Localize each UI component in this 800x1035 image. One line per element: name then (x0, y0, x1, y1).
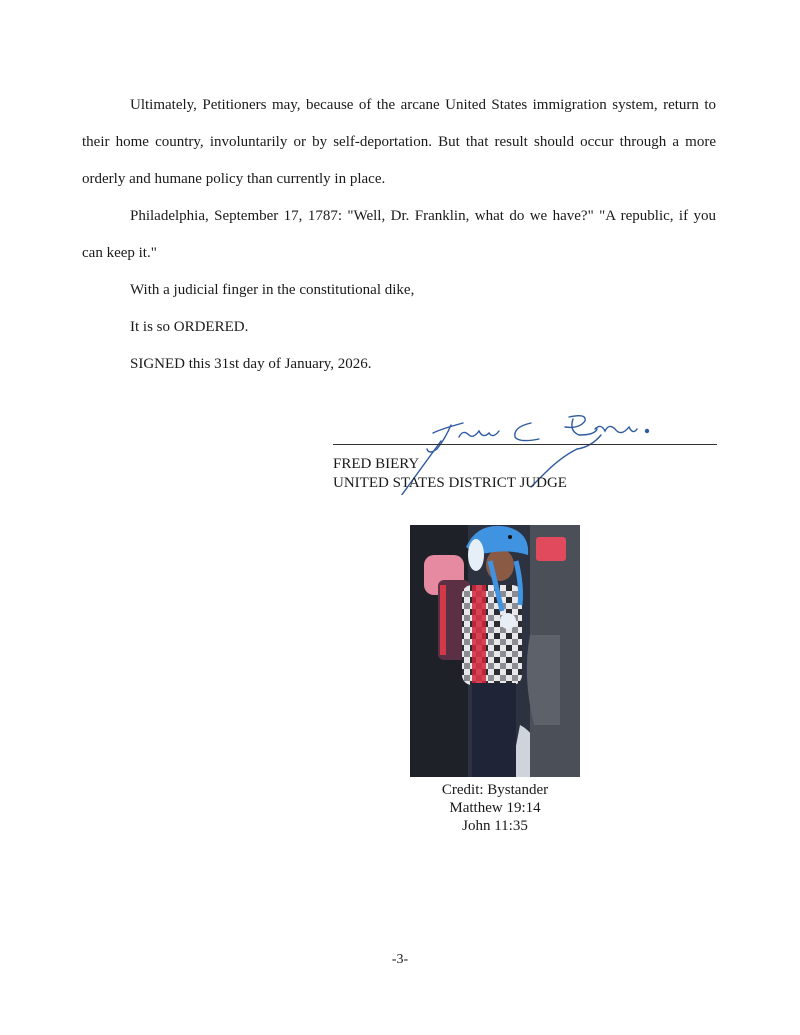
signed-date-line: SIGNED this 31st day of January, 2026. (130, 356, 372, 372)
judicial-finger-line: With a judicial finger in the constitutional dike, (130, 282, 415, 298)
bible-verse-matthew: Matthew 19:14 (449, 800, 541, 816)
judge-name: FRED BIERY (333, 456, 420, 472)
judge-title: UNITED STATES DISTRICT JUDGE (333, 475, 567, 491)
page-number: -3- (391, 952, 409, 967)
ordered-line: It is so ORDERED. (130, 319, 249, 335)
child-photo (410, 525, 580, 777)
closing-paragraph: Ultimately, Petitioners may, because of the arcane United States immigration system, return to their home country, involuntarily or by self-deportation. But that result should occur through a more orderly and humane policy than currently in place. (82, 97, 716, 187)
franklin-quote-paragraph: Philadelphia, September 17, 1787: "Well, Dr. Franklin, what do we have?" "A republic, if you can keep it." (82, 208, 716, 261)
signature-line (333, 444, 717, 445)
photo-credit: Credit: Bystander (441, 782, 549, 798)
bible-verse-john: John 11:35 (462, 818, 528, 834)
